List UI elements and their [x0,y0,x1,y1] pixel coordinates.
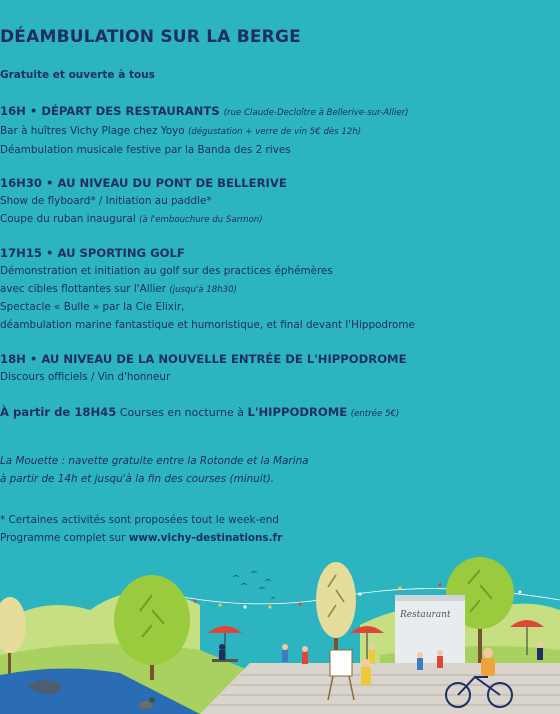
night-races-line: À partir de 18H45 Courses en nocturne à L'HIPPODROME (entrée 5€) [0,405,400,419]
section-line: Discours officiels / Vin d'honneur [0,371,171,383]
section-line: Show de flyboard* / Initiation au paddle* [0,195,212,207]
shuttle-info [0,453,560,488]
section-line: Spectacle « Bulle » par la Cie Elixir, [0,301,185,313]
section-heading: 16H • DÉPART DES RESTAURANTS (rue Claude-Decloître à Bellerive-sur-Allier) [0,104,409,118]
riverside-illustration [0,555,560,714]
birds-flock [232,571,276,599]
page-title: DÉAMBULATION SUR LA BERGE [0,27,301,47]
section-line: Démonstration et initiation au golf sur des practices éphémères [0,265,333,277]
restaurant-sign: Restaurant [400,610,451,620]
section-line: Bar à huîtres Vichy Plage chez Yoyo (dégustation + verre de vin 5€ dès 12h) [0,125,362,137]
section-departure [0,102,560,159]
section-heading: 17H15 • AU SPORTING GOLF [0,246,185,260]
section-line: Coupe du ruban inaugural (à l'embouchure du Sarmon) [0,212,263,225]
section-line: avec cibles flottantes sur l'Allier (jusqu'à 18h30) [0,282,237,295]
section-sporting-golf [0,244,560,334]
cyclist-figure [481,648,495,676]
shuttle-line: La Mouette : navette gratuite entre la Rotonde et la Marina [0,455,309,467]
section-line: Déambulation musicale festive par la Banda des 2 rives [0,143,291,156]
section-bellerive-bridge [0,174,560,229]
footnote: * Certaines activités sont proposées tout le week-end [0,514,279,526]
shuttle-line: à partir de 14h et jusqu'à la fin des courses (minuit). [0,472,275,485]
page-subtitle: Gratuite et ouverte à tous [0,69,155,81]
website-link[interactable]: www.vichy-destinations.fr [128,531,283,544]
footer-info [0,512,560,547]
section-heading: 18H • AU NIVEAU DE LA NOUVELLE ENTRÉE DE L'HIPPODROME [0,352,407,366]
program-link-line: Programme complet sur www.vichy-destinations.fr [0,531,283,544]
section-line: déambulation marine fantastique et humoristique, et final devant l'Hippodrome [0,318,415,331]
section-hippodrome-entrance [0,350,560,387]
section-heading: 16H30 • AU NIVEAU DU PONT DE BELLERIVE [0,176,287,190]
